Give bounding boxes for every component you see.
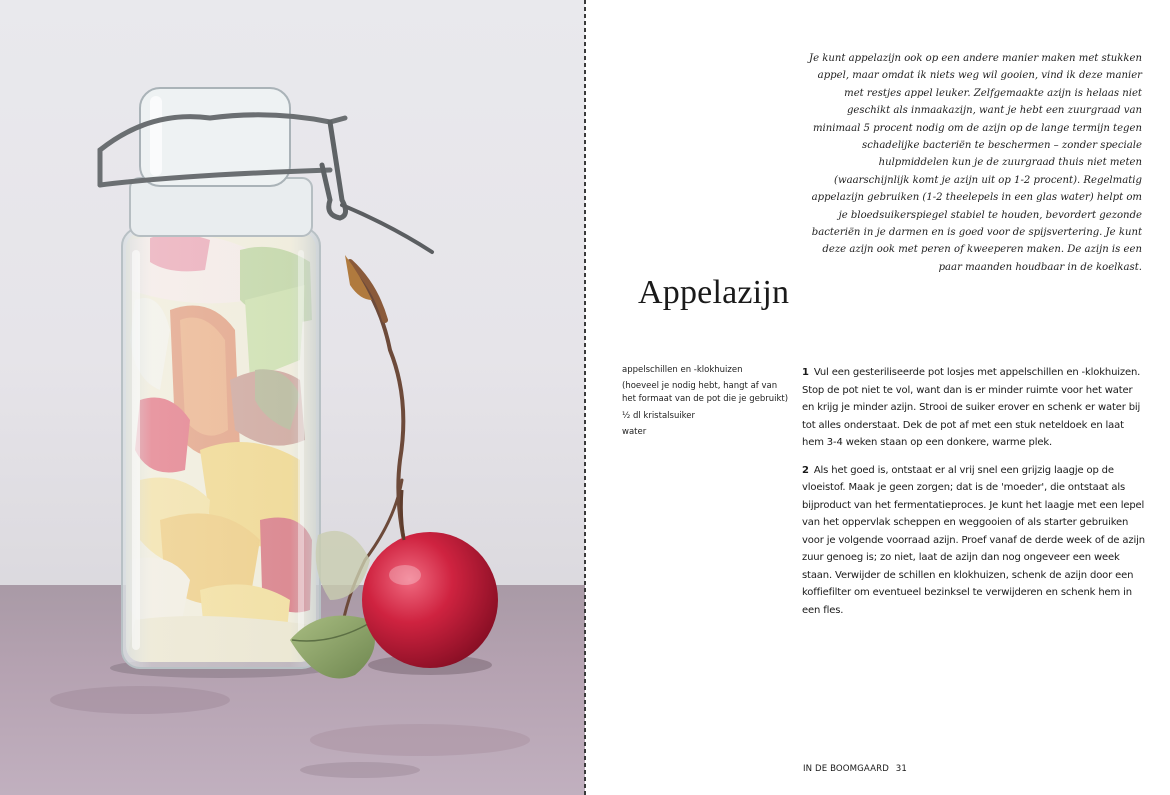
jar-body (122, 228, 320, 668)
page-number: 31 (895, 764, 907, 774)
ingredient-item: (hoeveel je nodig hebt, hangt af van het formaat van de pot die je gebruikt) (622, 381, 789, 405)
recipe-title: Appelazijn (638, 274, 790, 311)
step-text: Als het goed is, ontstaat er al vrij snel een grijzig laagje op de vloeistof. Maak je geen zorgen; dat is de 'moeder', die ontstaat als bijproduct van het fermentatieproces. Je kunt het laagje met een lepel van het oppervlak scheppen en weggooien of als starter gebruiken voor je volgende voorraad azijn. Proef vanaf de derde week of de azijn zuur genoeg is; zo niet, laat de azijn dan nog ongeveer een week staan. Verwijder de schillen en klokhuizen, schenk de azijn door een koffiefilter om eventueel bezinksel te verwijderen en schenk hem in een fles. (802, 464, 1145, 616)
intro-paragraph: Je kunt appelazijn ook op een andere manier maken met stukken appel, maar omdat ik niets weg wil gooien, vind ik deze manier met restjes appel leuker. Zelfgemaakte azijn is helaas niet geschikt als inmaakazijn, want je hebt een zuurgraad van minimaal 5 procent nodig om de azijn op de lange termijn tegen schadelijke bacteriën te beschermen – zonder speciale hulpmiddelen kun je de zuurgraad thuis niet meten (waarschijnlijk komt je azijn uit op 1-2 procent). Regelmatig appelazijn gebruiken (1-2 theelepels in een glas water) helpt om je bloedsuikerspiegel stabiel te houden, bevordert gezonde bacteriën in je darmen en is goed voor de spijsvertering. Je kunt deze azijn ook met peren of kweeperen maken. De azijn is een paar maanden houdbaar in de koelkast. (809, 53, 1142, 273)
step-text: Vul een gesteriliseerde pot losjes met appelschillen en -klokhuizen. Stop de pot niet te vol, want dan is er minder ruimte voor het water en krijg je minder azijn. Strooi de suiker erover en schenk er water bij tot alles onderstaat. Dek de pot af met een stuk neteldoek en laat hem 3-4 weken staan op een donkere, warme plek. (802, 367, 1141, 448)
ingredient-item: appelschillen en -klokhuizen (622, 365, 743, 375)
method-step (802, 462, 1145, 620)
method-steps (802, 364, 1145, 629)
ingredient-list (622, 364, 792, 442)
page-footer (803, 764, 907, 774)
ingredient-item: ½ dl kristalsuiker (622, 410, 696, 421)
ingredient-item: water (622, 426, 647, 437)
red-apple (362, 532, 498, 668)
recipe-page (586, 0, 1170, 795)
section-name: IN DE BOOMGAARD (803, 764, 889, 774)
step-number: 1 (802, 367, 809, 378)
method-step (802, 364, 1145, 452)
step-number: 2 (802, 464, 809, 476)
